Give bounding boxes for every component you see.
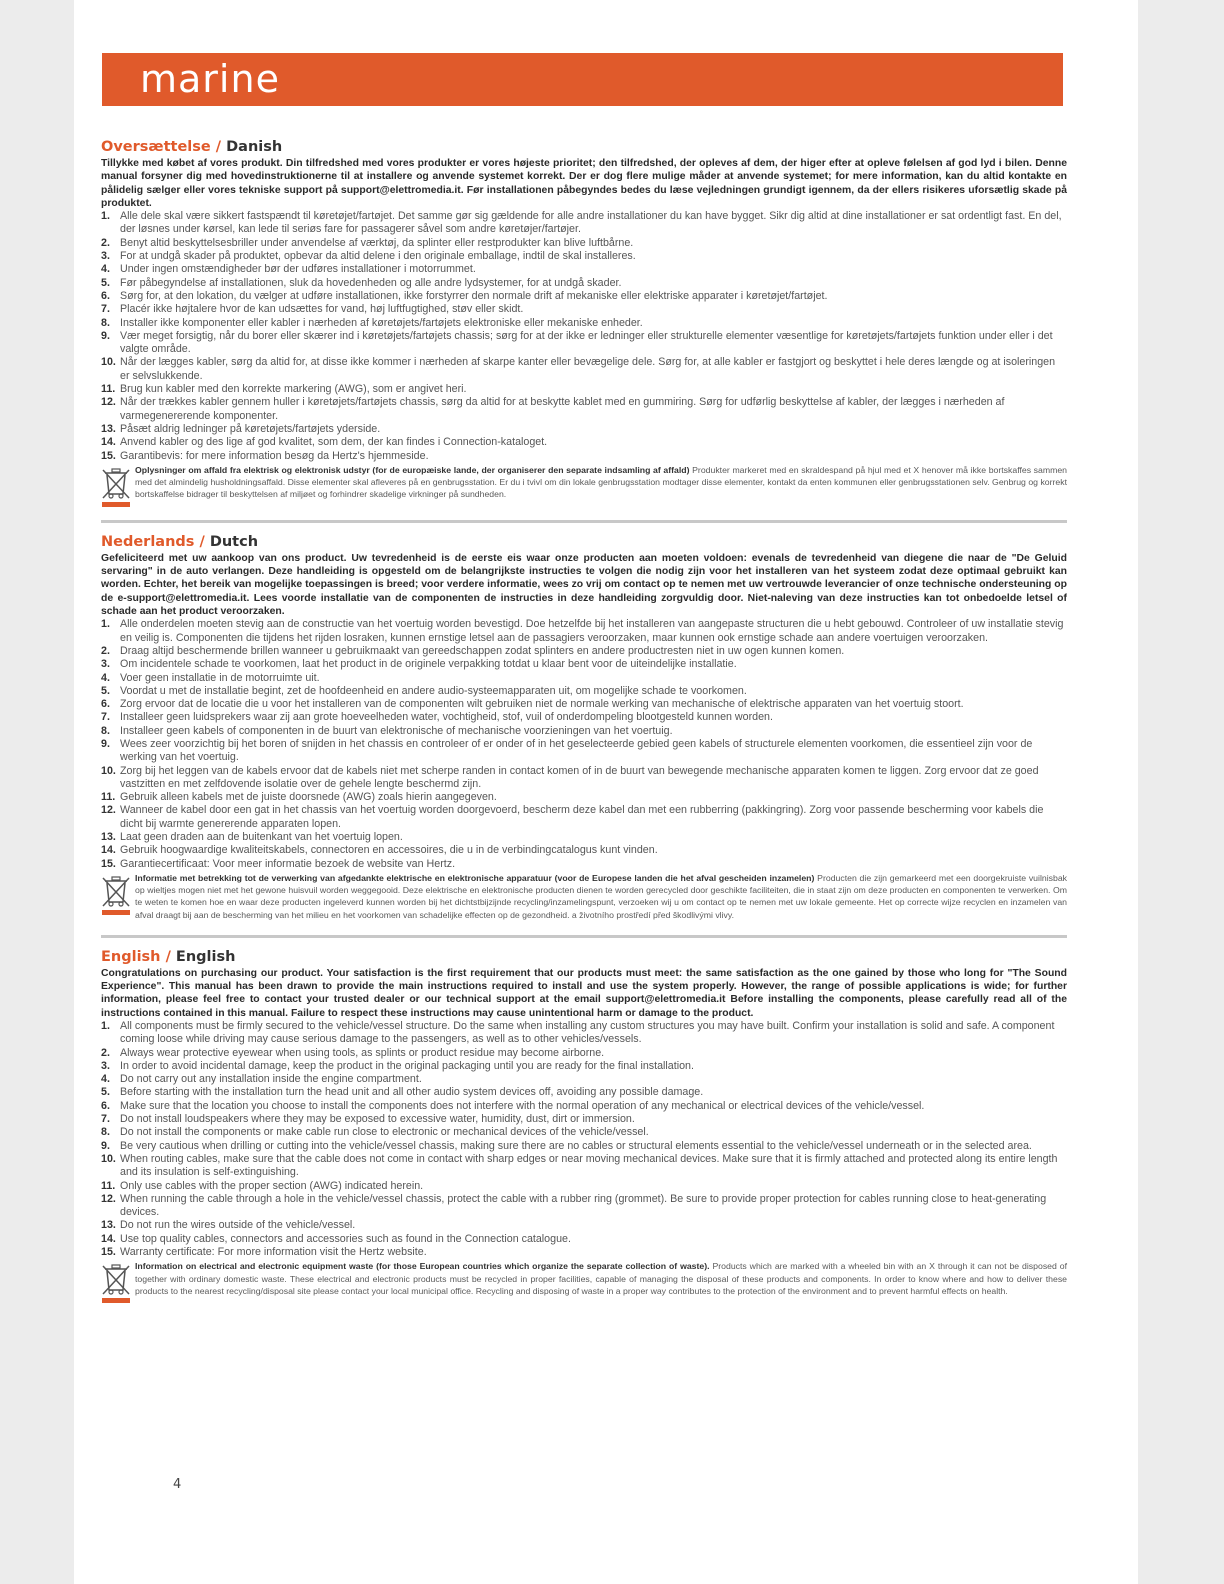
instruction-item: [101, 356, 1067, 383]
crossed-bin-icon: [101, 1262, 131, 1304]
instruction-item: [101, 645, 1067, 658]
instruction-text: Zorg ervoor dat de locatie die u voor het installeren van de componenten wilt gebruiken niet de normale werking van mechanische of elektrische apparaten van het voertuig stoort.: [120, 698, 964, 711]
instruction-text: Garantiecertificaat: Voor meer informatie bezoek de website van Hertz.: [120, 857, 456, 870]
instruction-item: [101, 698, 1067, 711]
instruction-text: Når der trækkes kabler gennem huller i køretøjets/fartøjets chassis, sørg da altid for at beskytte kablet med en gummiring. Sørg for udførlig beskyttelse af kabler, der lægges i nærheden af varmegenererende komponenter.: [120, 396, 1005, 422]
instruction-text: For at undgå skader på produktet, opbevar da altid delene i den originale emballage, indtil de skal installeres.: [120, 250, 636, 263]
instruction-text: Placér ikke højtalere hvor de kan udsættes for vand, høj luftfugtighed, støv eller skidt.: [120, 303, 524, 316]
document-body: [101, 138, 1067, 1302]
instruction-number: 10.: [101, 764, 116, 777]
instruction-item: [101, 1113, 1067, 1126]
instruction-number: 7.: [101, 1113, 110, 1126]
section-heading: [101, 138, 1067, 156]
instruction-text: Brug kun kabler med den korrekte markering (AWG), som er angivet heri.: [120, 383, 467, 396]
instruction-number: 6.: [101, 1099, 110, 1112]
instruction-number: 1.: [101, 1019, 110, 1032]
instruction-number: 2.: [101, 644, 110, 657]
section-intro: Congratulations on purchasing our product. Your satisfaction is the first requirement that our products must meet: the same satisfaction as the one gained by those who long for "The Sound Experience". This manual has been drawn to provide the main instructions required to install and use the system properly. However, the range of possible applications is wide; for further information, please feel free to contact your trusted dealer or our technical support at the email support@elettromedia.it Before installing the components, please carefully read all of the instructions contained in this manual. Failure to respect these instructions may cause unintentional harm or damage to the product.: [101, 967, 1067, 1019]
instruction-item: [101, 672, 1067, 685]
instruction-number: 2.: [101, 1046, 110, 1059]
instruction-number: 7.: [101, 711, 110, 724]
instruction-number: 9.: [101, 737, 110, 750]
section-title-separator: /: [194, 533, 210, 550]
instruction-text: Wanneer de kabel door een gat in het chassis van het voertuig worden doorgevoerd, bescherm deze kabel dan met een rubberring (pakkingring). Zorg voor passende bescherming voor kabels die dicht bij warmte genererende apparaten lopen.: [120, 804, 1044, 830]
instruction-item: [101, 1140, 1067, 1153]
instruction-item: [101, 658, 1067, 671]
instruction-number: 13.: [101, 831, 116, 844]
instruction-text: Installer ikke komponenter eller kabler i nærheden af køretøjets/fartøjets elektroniske eller mekaniske enheder.: [120, 316, 643, 329]
instruction-number: 9.: [101, 1139, 110, 1152]
instruction-text: Installeer geen luidsprekers waar zij aan grote hoeveelheden water, vochtigheid, stof, vuil of onderdompeling blootgesteld kunnen worden.: [120, 711, 773, 724]
instruction-item: [101, 383, 1067, 396]
instruction-item: [101, 1060, 1067, 1073]
section-heading: [101, 533, 1067, 551]
instruction-text: Anvend kabler og des lige af god kvalitet, som dem, der kan findes i Connection-kataloget.: [120, 436, 548, 449]
instruction-list: [101, 618, 1067, 871]
instruction-text: Draag altijd beschermende brillen wanneer u gebruikmaakt van gereedschappen zodat splinters en andere productresten niet in uw ogen kunnen komen.: [120, 644, 845, 657]
weee-title: Information on electrical and electronic equipment waste (for those European countries which organize the separate collection of waste).: [135, 1261, 710, 1272]
section-native-title: Oversættelse: [101, 139, 211, 155]
section-english-title: Dutch: [209, 533, 259, 550]
instruction-number: 1.: [101, 618, 110, 631]
instruction-item: [101, 1020, 1067, 1047]
instruction-number: 13.: [101, 422, 116, 435]
instruction-item: [101, 1246, 1067, 1259]
instruction-number: 4.: [101, 671, 110, 684]
instruction-item: [101, 1047, 1067, 1060]
instruction-list: [101, 210, 1067, 463]
weee-text: [135, 1260, 1067, 1297]
instruction-number: 8.: [101, 724, 110, 737]
instruction-text: When running the cable through a hole in the vehicle/vessel chassis, protect the cable with a rubber ring (grommet). Be sure to provide proper protection for cables running close to heat-generating devices.: [120, 1192, 1047, 1219]
weee-text: [135, 872, 1067, 921]
instruction-text: Benyt altid beskyttelsesbriller under anvendelse af værktøj, da splinter eller restprodukter kan blive luftbårne.: [120, 236, 634, 249]
instruction-item: [101, 263, 1067, 276]
instruction-number: 5.: [101, 276, 110, 289]
instruction-number: 8.: [101, 1126, 110, 1139]
instruction-text: Do not run the wires outside of the vehicle/vessel.: [120, 1219, 356, 1232]
weee-text: [135, 464, 1067, 501]
instruction-item: [101, 1153, 1067, 1180]
weee-body: Products which are marked with a wheeled bin with an X through it can not be disposed of together with ordinary domestic waste. These electrical and electronic products must be recycled in proper facilities, capable of managing the disposal of these products and components. In order to know where and how to deliver these products to the nearest recycling/disposal site please contact your local municipal office. Recycling and disposing of waste in a proper way contributes to the protection of the environment and to prevent harmful effects on health.: [135, 1261, 1067, 1296]
weee-body: Produkter markeret med en skraldespand på hjul med et X henover må ikke bortskaffes sammen med det almindelig husholdningsaffald. Disse elementer skal afleveres på en genbrugsstation. Er du i tvivl om din lokale genbrugsstation modtager disse elementer, kontakt da enten kommunen eller genbrugsstationen selv. Genbrug og korrekt bortskaffelse bidrager til beskyttelsen af miljøet og forhindrer skadelige virkninger på sundheden.: [135, 464, 1067, 500]
instruction-number: 14.: [101, 436, 116, 449]
instruction-number: 5.: [101, 684, 110, 697]
section-divider: [101, 520, 1067, 523]
weee-notice: [101, 1260, 1067, 1302]
instruction-text: Påsæt aldrig ledninger på køretøjets/fartøjets yderside.: [120, 422, 381, 435]
instruction-text: Be very cautious when drilling or cutting into the vehicle/vessel chassis, making sure there are no cables or structural elements essential to the vehicle/vessel underneath or in the selected area.: [120, 1139, 1032, 1152]
instruction-number: 15.: [101, 449, 116, 462]
instruction-text: Use top quality cables, connectors and accessories such as found in the Connection catalogue.: [120, 1232, 571, 1245]
instruction-list: [101, 1020, 1067, 1259]
instruction-item: [101, 436, 1067, 449]
brand-logo: marine: [140, 57, 280, 101]
crossed-bin-icon: [101, 466, 131, 508]
instruction-item: [101, 725, 1067, 738]
instruction-text: Når der lægges kabler, sørg da altid for, at disse ikke kommer i nærheden af skarpe kanter eller bevægelige dele. Sørg for, at alle kabler er fastgjort og beskyttet i hele deres længde og at isoleringen er selvslukkende.: [120, 356, 1056, 382]
instruction-item: [101, 618, 1067, 645]
language-section: [101, 138, 1067, 506]
instruction-text: Zorg bij het leggen van de kabels ervoor dat de kabels niet met scherpe randen in contact komen of in de buurt van bewegende mechanische apparaten komen te liggen. Zorg ervoor dat ze goed vastzitten en met zelfdovende isolatie over de gehele lengte beschermd zijn.: [120, 764, 1039, 790]
instruction-number: 8.: [101, 316, 110, 329]
instruction-item: [101, 303, 1067, 316]
instruction-item: [101, 423, 1067, 436]
instruction-text: Vær meget forsigtig, når du borer eller skærer ind i køretøjets/fartøjets chassis; sørg for at der ikke er ledninger eller strukturelle elementer væsentlige for køretøjets/fartøjets funktion under eller i det valgte område.: [120, 329, 1053, 356]
instruction-item: [101, 1126, 1067, 1139]
instruction-item: [101, 738, 1067, 765]
instruction-item: [101, 317, 1067, 330]
weee-notice: [101, 464, 1067, 506]
weee-title: Oplysninger om affald fra elektrisk og elektronisk udstyr (for de europæiske lande, der organiserer den separate indsamling af affald): [135, 464, 690, 475]
instruction-item: [101, 1193, 1067, 1220]
instruction-item: [101, 1073, 1067, 1086]
language-section: [101, 948, 1067, 1303]
weee-notice: [101, 872, 1067, 921]
instruction-item: [101, 791, 1067, 804]
instruction-text: Før påbegyndelse af installationen, sluk da hovedenheden og alle andre lydsystemer, for at undgå skader.: [120, 276, 622, 289]
instruction-number: 11.: [101, 1179, 116, 1192]
instruction-text: Gebruik alleen kabels met de juiste doorsnede (AWG) zoals hierin aangegeven.: [120, 791, 497, 804]
instruction-number: 13.: [101, 1219, 116, 1232]
instruction-text: Alle onderdelen moeten stevig aan de constructie van het voertuig worden bevestigd. Doe hetzelfde bij het installeren van aangepaste structuren die u hebt gebouwd. Controleer of uw installatie stevig en veilig is. Componenten die tijdens het rijden losraken, kunnen ernstige letsel aan de passagiers veroorzaken, maar kunnen ook ernstige schade aan andere voertuigen veroorzaken.: [120, 618, 1064, 644]
instruction-number: 12.: [101, 396, 116, 409]
instruction-item: [101, 450, 1067, 463]
instruction-text: When routing cables, make sure that the cable does not come in contact with sharp edges or near moving mechanical devices. Make sure that it is firmly attached and protected along its entire length and its insulation is self-extinguishing.: [120, 1152, 1058, 1179]
instruction-text: Under ingen omstændigheder bør der udføres installationer i motorrummet.: [120, 263, 476, 276]
instruction-number: 10.: [101, 1152, 116, 1165]
instruction-number: 5.: [101, 1086, 110, 1099]
instruction-item: [101, 831, 1067, 844]
instruction-text: Before starting with the installation turn the head unit and all other audio system devices off, avoiding any possible damage.: [120, 1086, 704, 1099]
instruction-number: 11.: [101, 791, 116, 804]
instruction-number: 4.: [101, 1073, 110, 1086]
section-title-separator: /: [210, 139, 227, 155]
section-native-title: English: [101, 948, 161, 965]
instruction-text: Om incidentele schade te voorkomen, laat het product in de originele verpakking totdat u klaar bent voor de uiteindelijke installatie.: [120, 658, 737, 671]
instruction-text: Do not install loudspeakers where they may be exposed to excessive water, humidity, dust, dirt or immersion.: [120, 1113, 635, 1126]
section-title-separator: /: [160, 948, 176, 965]
language-section: [101, 533, 1067, 921]
instruction-number: 6.: [101, 289, 110, 302]
instruction-item: [101, 685, 1067, 698]
instruction-item: [101, 844, 1067, 857]
instruction-item: [101, 711, 1067, 724]
crossed-bin-icon: [101, 874, 131, 916]
instruction-item: [101, 1100, 1067, 1113]
header-banner: [102, 53, 1063, 106]
instruction-number: 12.: [101, 1192, 116, 1205]
instruction-number: 3.: [101, 1059, 110, 1072]
instruction-item: [101, 277, 1067, 290]
instruction-text: Garantibevis: for mere information besøg da Hertz's hjemmeside.: [120, 449, 429, 462]
instruction-text: Only use cables with the proper section (AWG) indicated herein.: [120, 1179, 424, 1192]
instruction-number: 15.: [101, 857, 116, 870]
instruction-number: 2.: [101, 236, 110, 249]
instruction-item: [101, 1180, 1067, 1193]
instruction-text: Laat geen draden aan de buitenkant van het voertuig lopen.: [120, 831, 403, 844]
instruction-text: Do not install the components or make cable run close to electronic or mechanical devices of the vehicle/vessel.: [120, 1126, 649, 1139]
instruction-text: Voer geen installatie in de motorruimte uit.: [120, 671, 320, 684]
instruction-item: [101, 396, 1067, 423]
instruction-item: [101, 1219, 1067, 1232]
instruction-text: Wees zeer voorzichtig bij het boren of snijden in het chassis en controleer of er onder of in het geselecteerde gebied geen kabels of structurele elementen voorkomen, die essentieel zijn voor de werking van het voertuig.: [120, 737, 1033, 764]
instruction-number: 3.: [101, 250, 110, 263]
weee-title: Informatie met betrekking tot de verwerking van afgedankte elektrische en elektronische apparatuur (voor de Europese landen die het afval gescheiden inzamelen): [135, 872, 815, 883]
instruction-item: [101, 1233, 1067, 1246]
instruction-number: 15.: [101, 1246, 116, 1258]
instruction-item: [101, 210, 1067, 237]
instruction-item: [101, 290, 1067, 303]
section-intro: Gefeliciteerd met uw aankoop van ons product. Uw tevredenheid is de eerste eis waar onze producten aan moeten voldoen: evenals de tevredenheid van diegene die naar de "De Geluid servaring" in de auto verlangen. Deze handleiding is opgesteld om de belangrijkste instructies te volgen die nodig zijn voor het installeren van het systeem zodat deze optimaal gebruikt kan worden. Echter, het bereik van mogelijke toepassingen is breed; voor verdere informatie, wees zo vrij om contact op te nemen met uw vertrouwde leverancier of onze technische ondersteuning op de e-support@elettromedia.it. Lees voorde installatie van de componenten de instructies in deze handleiding zorgvuldig door. Niet-naleving van deze instructies kan tot onbedoelde letsel of schade aan het product veroorzaken.: [101, 552, 1067, 618]
instruction-text: Installeer geen kabels of componenten in de buurt van elektronische of mechanische voorzieningen van het voertuig.: [120, 724, 673, 737]
instruction-item: [101, 237, 1067, 250]
instruction-item: [101, 1086, 1067, 1099]
section-english-title: English: [175, 948, 236, 965]
instruction-text: All components must be firmly secured to the vehicle/vessel structure. Do the same when installing any custom structures you may have built. Confirm your installation is solid and safe. A component coming loose while driving may cause serious damage to the passengers, as well as to other vehicles/vessels.: [120, 1019, 1055, 1046]
instruction-item: [101, 804, 1067, 831]
instruction-number: 3.: [101, 658, 110, 671]
instruction-number: 1.: [101, 210, 110, 223]
section-heading: [101, 948, 1067, 966]
instruction-number: 7.: [101, 303, 110, 316]
weee-body: Producten die zijn gemarkeerd met een doorgekruiste vuilnisbak op wieltjes mogen niet met het gewone huisvuil worden weggegooid. Deze elektrische en elektronische producten dienen te worden gerecycled door geschikte faciliteiten, die in staat zijn om deze producten en componenten te verwerken. Om te weten te komen hoe en waar deze producten ingeleverd kunnen worden bij het dichtstbijzijnde recycling/inzamelingspunt, verzoeken wij u om contact op te nemen met uw lokale gemeente. Het op correcte wijze recyclen en inzamelen van afval draagt bij aan de bescherming van het milieu en het voorkomen van schadelijke effecten op de gezondheid. a životního prostředí před škodlivými vlivy.: [135, 872, 1067, 920]
instruction-number: 12.: [101, 804, 116, 817]
instruction-item: [101, 250, 1067, 263]
instruction-number: 4.: [101, 263, 110, 276]
section-divider: [101, 935, 1067, 938]
page-number: 4: [173, 1477, 182, 1492]
instruction-text: Make sure that the location you choose to install the components does not interfere with the normal operation of any mechanical or electrical devices of the vehicle/vessel.: [120, 1099, 925, 1112]
instruction-item: [101, 858, 1067, 871]
instruction-text: Warranty certificate: For more information visit the Hertz website.: [120, 1246, 427, 1258]
instruction-number: 14.: [101, 844, 116, 857]
instruction-text: Voordat u met de installatie begint, zet de hoofdeenheid en andere audio-systeemapparaten uit, om mogelijke schade te voorkomen.: [120, 684, 747, 697]
instruction-item: [101, 330, 1067, 357]
instruction-item: [101, 765, 1067, 792]
instruction-number: 10.: [101, 356, 116, 369]
instruction-text: Do not carry out any installation inside the engine compartment.: [120, 1073, 422, 1086]
instruction-text: Alle dele skal være sikkert fastspændt til køretøjet/fartøjet. Det samme gør sig gældende for alle andre installationer du kan have bygget. Sikr dig altid at dine installationer er sat ordentligt fast. En del, der løsnes under kørsel, kan lede til seriøs fare for passagerer såvel som andre køretøjer/fartøjer.: [120, 210, 1062, 236]
section-english-title: Danish: [226, 139, 283, 155]
instruction-text: In order to avoid incidental damage, keep the product in the original packaging until you are ready for the final installation.: [120, 1059, 694, 1072]
instruction-number: 6.: [101, 698, 110, 711]
section-intro: Tillykke med købet af vores produkt. Din tilfredshed med vores produkter er vores højeste prioritet; den tilfredshed, der opleves af dem, der higer efter at opleve følelsen af god lyd i bilen. Denne manual forsyner dig med hovedinstruktionerne til at installere og anvende systemet korrekt. Der er dog flere mulige måder at anvende systemet; for mere information, kan du altid kontakte en pålidelig sælger eller vores tekniske support på support@elettromedia.it. Før installationen påbegyndes bedes du læse vejledningen grundigt igennem, da der ellers risikeres uforsætlig skade på produktet.: [101, 158, 1067, 209]
instruction-text: Always wear protective eyewear when using tools, as splints or product residue may become airborne.: [120, 1046, 605, 1059]
instruction-number: 11.: [101, 383, 116, 396]
section-native-title: Nederlands: [101, 533, 195, 550]
instruction-number: 9.: [101, 329, 110, 342]
instruction-number: 14.: [101, 1232, 116, 1245]
instruction-text: Gebruik hoogwaardige kwaliteitskabels, connectoren en accessoires, die u in de verbindingcatalogus kunt vinden.: [120, 844, 658, 857]
instruction-text: Sørg for, at den lokation, du vælger at udføre installationen, ikke forstyrrer den normale drift af mekaniske eller elektriske apparater i køretøjet/fartøjet.: [120, 289, 828, 302]
